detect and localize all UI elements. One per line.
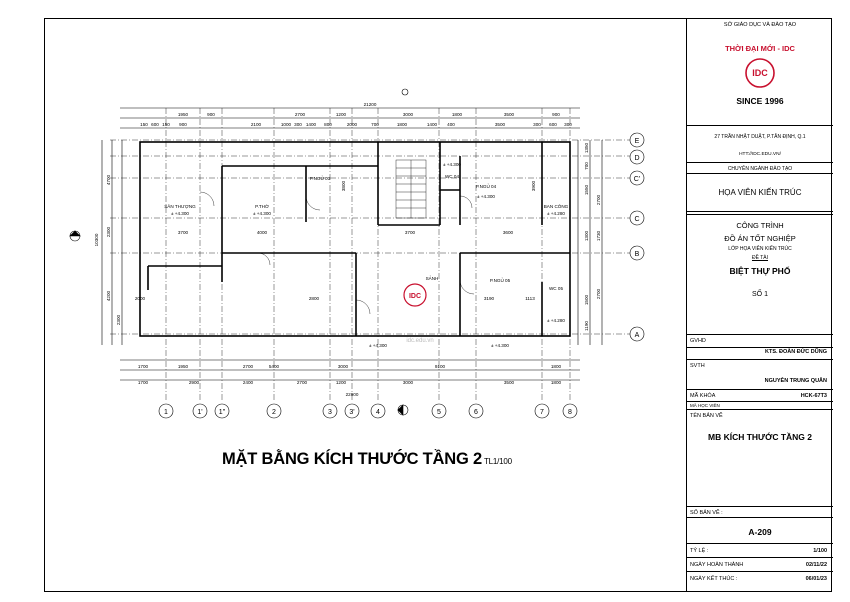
- major-text: HỌA VIÊN KIẾN TRÚC: [718, 188, 802, 197]
- scale-label: TỶ LỆ :: [690, 548, 709, 554]
- dim-bottom: 1800: [550, 364, 562, 369]
- axis-x-label: 4: [376, 409, 380, 416]
- inner-dim: 3190: [483, 296, 495, 301]
- title-block-header: [687, 18, 833, 140]
- dim-top2: 2100: [250, 122, 262, 127]
- dim-top2: 600: [151, 122, 159, 127]
- dim-bottom2: 2700: [296, 380, 308, 385]
- sheet-no: A-209: [748, 527, 772, 537]
- major-label-row: [687, 162, 833, 174]
- dim-left: 2300: [106, 226, 111, 238]
- class-text: LỚP HỌA VIÊN KIẾN TRÚC: [728, 246, 792, 252]
- inner-dim: 3900: [531, 180, 536, 192]
- since-text: SINCE 1996: [736, 96, 784, 106]
- plan-title-text: MẶT BẰNG KÍCH THƯỚC TẦNG 2: [222, 450, 482, 468]
- scale-value: 1/100: [813, 548, 827, 554]
- plan-scale: TL1/100: [483, 457, 512, 466]
- overall-dim-top: 21200: [363, 102, 377, 107]
- room-name: P.NGỦ 03: [309, 176, 331, 181]
- room-name: WC 05: [548, 286, 564, 291]
- sheet-no-row: [687, 506, 833, 544]
- makhoa-value: HCK-67T3: [800, 393, 827, 399]
- title-block: [686, 18, 832, 592]
- dim-top2: 1400: [305, 122, 317, 127]
- makhoa-row: [687, 390, 833, 402]
- axis-y-label: E: [634, 138, 640, 145]
- room-name: SÂN THƯỢNG: [164, 204, 196, 209]
- end-label: NGÀY KẾT THÚC :: [690, 576, 738, 582]
- dim-right: 1730: [596, 230, 601, 242]
- dim-top2: 300: [294, 122, 302, 127]
- axis-x-label: 1': [197, 409, 203, 416]
- dim-right: 1350: [584, 142, 589, 154]
- svth-label: SVTH: [690, 363, 705, 369]
- idc-logo-icon: [743, 56, 777, 90]
- inner-dim: 2800: [308, 296, 320, 301]
- project-text: ĐỒ ÁN TỐT NGHIỆP: [724, 234, 796, 243]
- axis-y-label: C: [634, 216, 640, 223]
- gvhd-row: [687, 334, 833, 360]
- axis-x-label: 8: [568, 409, 572, 416]
- room-level: ± +4.300: [477, 194, 495, 199]
- axis-x-label: 7: [540, 409, 544, 416]
- done-row: [687, 558, 833, 572]
- gvhd-label: GVHD: [690, 338, 706, 344]
- dim-right: 1190: [584, 321, 589, 331]
- axis-x-label: 1'': [218, 409, 226, 416]
- dim-top2: 300: [533, 122, 541, 127]
- dim-top: 900: [207, 112, 215, 117]
- axis-x-label: 1: [164, 409, 168, 416]
- done-value: 02/11/22: [805, 562, 827, 568]
- room-name: P.NGỦ 04: [475, 184, 497, 189]
- axis-x-label: 5: [437, 409, 441, 416]
- dim-top: 1950: [177, 112, 189, 117]
- dim-bottom: 2700: [242, 364, 254, 369]
- room-level: ± +4.280: [547, 318, 565, 323]
- project-label: CÔNG TRÌNH: [736, 221, 784, 230]
- inner-dim: 3600: [502, 230, 514, 235]
- inner-dim: 3700: [404, 230, 416, 235]
- gvhd-value: KTS. ĐOÀN ĐỨC DŨNG: [764, 349, 827, 355]
- inner-dim: 2000: [134, 296, 146, 301]
- dim-bottom: 1950: [177, 364, 189, 369]
- dim-bottom: 3000: [337, 364, 349, 369]
- sheet-name-label: TÊN BẢN VẼ: [690, 413, 723, 419]
- sheet-name: MB KÍCH THƯỚC TẦNG 2: [707, 432, 813, 442]
- svth-value: NGUYỄN TRUNG QUÂN: [764, 378, 827, 384]
- svth-row: [687, 360, 833, 390]
- dim-top2: 600: [549, 122, 557, 127]
- inner-dim: 3800: [341, 180, 346, 192]
- end-row: [687, 572, 833, 592]
- room-level: ± +4.280: [547, 211, 565, 216]
- dim-top2: 1400: [426, 122, 438, 127]
- room-name: P.THỜ: [255, 204, 269, 209]
- done-label: NGÀY HOÀN THÀNH: [690, 562, 744, 568]
- topic-text: BIỆT THỰ PHỐ: [729, 266, 791, 276]
- room-level: ± +4.300: [253, 211, 271, 216]
- number-text: SỐ 1: [752, 291, 768, 298]
- room-name: WC 04: [444, 174, 460, 179]
- mssv-label: MÃ HỌC VIÊN: [690, 403, 720, 408]
- axis-x-label: 3: [328, 409, 332, 416]
- axis-x-label: 2: [272, 409, 276, 416]
- dim-top2: 2000: [346, 122, 358, 127]
- major-label: CHUYÊN NGÀNH ĐÀO TẠO: [727, 166, 793, 172]
- room-level: ± +4.300: [171, 211, 189, 216]
- address-text: 27 TRẦN NHẬT DUẬT, P.TÂN ĐỊNH, Q.1: [714, 134, 806, 140]
- topic-label: ĐỀ TÀI: [751, 255, 769, 261]
- end-value: 06/01/23: [805, 576, 827, 582]
- dim-top2: 900: [179, 122, 187, 127]
- axis-x-label: 6: [474, 409, 478, 416]
- dim-right: 2700: [596, 194, 601, 206]
- dim-bottom2: 3500: [503, 380, 515, 385]
- room-name: P.NGỦ 05: [489, 278, 511, 283]
- room-level: ± +4.300: [491, 343, 509, 348]
- dim-top2: 150: [162, 122, 170, 127]
- watermark-logo: [404, 284, 434, 344]
- dim-bottom2: 1700: [137, 380, 149, 385]
- scale-row: [687, 544, 833, 558]
- dim-right: 1550: [584, 184, 589, 196]
- dim-top: 2700: [294, 112, 306, 117]
- dim-right: 2700: [596, 288, 601, 300]
- school-name: THỜI ĐẠI MỚI - IDC: [725, 44, 795, 53]
- dim-top2: 800: [324, 122, 332, 127]
- logo-text: IDC: [752, 68, 768, 78]
- dim-left: 2300: [116, 314, 121, 326]
- inner-dim: 4000: [256, 230, 268, 235]
- axis-y-label: B: [634, 251, 640, 258]
- overall-dim-left: 10300: [94, 233, 99, 247]
- dim-top: 1800: [451, 112, 463, 117]
- dim-bottom2: 2400: [242, 380, 254, 385]
- room-level: ± +4.300: [443, 162, 461, 167]
- address-block: [687, 126, 833, 162]
- watermark-url: idc.edu.vn: [406, 338, 434, 344]
- dim-top: 1200: [335, 112, 347, 117]
- dim-bottom: 1700: [137, 364, 149, 369]
- dim-top: 3000: [402, 112, 414, 117]
- dim-bottom2: 3000: [402, 380, 414, 385]
- dim-top2: 700: [371, 122, 379, 127]
- dim-right: 700: [584, 162, 589, 170]
- axis-y-label: A: [634, 332, 640, 339]
- dim-top2: 150: [140, 122, 148, 127]
- dim-top2: 1800: [396, 122, 408, 127]
- makhoa-label: MÃ KHÓA: [690, 393, 716, 399]
- mssv-row: [687, 402, 833, 410]
- room-level: ± +4.300: [369, 343, 387, 348]
- dim-left: 4200: [106, 290, 111, 302]
- sheet-name-block: [687, 410, 833, 518]
- dim-bottom2: 1200: [335, 380, 347, 385]
- dim-left: 4700: [106, 174, 111, 186]
- dim-top: 3500: [503, 112, 515, 117]
- dim-top2: 300: [564, 122, 572, 127]
- dim-bottom: 9100: [434, 364, 446, 369]
- dim-top2: 1000: [280, 122, 292, 127]
- axis-x-label: 3': [349, 409, 355, 416]
- dim-bottom: 5400: [268, 364, 280, 369]
- inner-dim: 3700: [177, 230, 189, 235]
- major-row: [687, 174, 833, 212]
- dim-bottom2: 2900: [188, 380, 200, 385]
- dim-top2: 3500: [494, 122, 506, 127]
- dim-right: 1300: [584, 230, 589, 242]
- dim-bottom2: 1800: [550, 380, 562, 385]
- website-text: HTT://IDC.EDU.VN/: [739, 152, 781, 157]
- axis-y-label: D: [634, 155, 640, 162]
- inner-dim: 1113: [525, 296, 535, 301]
- room-name: SẢNH: [425, 276, 439, 281]
- watermark-text: IDC: [408, 293, 422, 300]
- dim-right: 1500: [584, 294, 589, 306]
- dim-top2: 400: [447, 122, 455, 127]
- room-name: BAN CÔNG: [543, 204, 569, 209]
- dept-label: SỞ GIÁO DỤC VÀ ĐÀO TẠO: [723, 22, 797, 28]
- axis-y-label: C': [633, 176, 641, 183]
- dim-top: 900: [552, 112, 560, 117]
- overall-dim-bottom: 22900: [345, 392, 359, 397]
- plan-title: [222, 450, 512, 469]
- sheet-no-label: SỐ BẢN VẼ :: [690, 510, 723, 516]
- project-block: [687, 214, 833, 348]
